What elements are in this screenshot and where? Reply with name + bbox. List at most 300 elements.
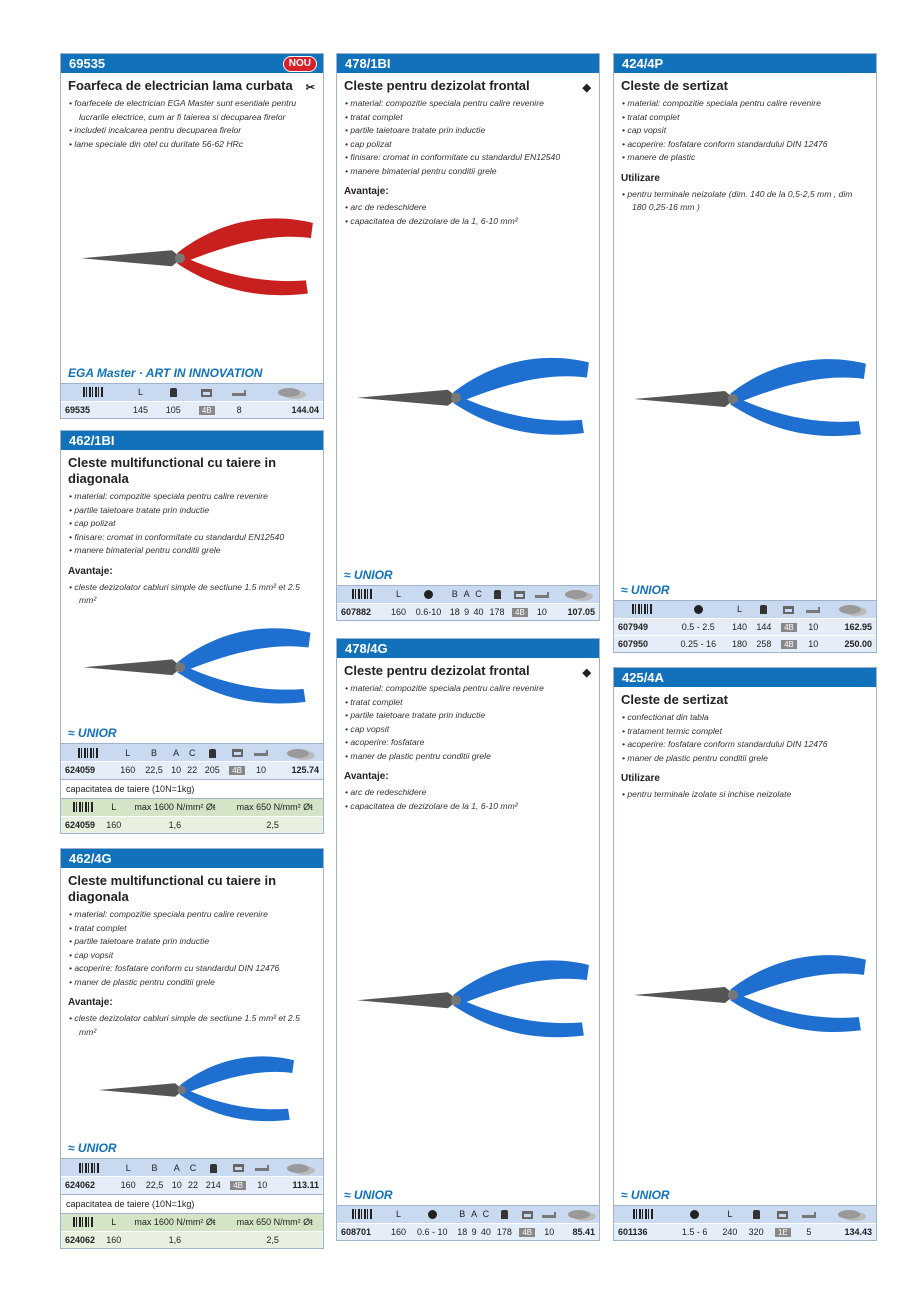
table-cell — [410, 603, 448, 620]
section-list — [614, 788, 876, 802]
table-cell — [776, 618, 802, 635]
product-image — [614, 215, 876, 583]
table-cell — [776, 635, 802, 652]
table-header-row — [61, 1159, 323, 1177]
table-cell — [717, 1223, 743, 1240]
column-header — [672, 1205, 716, 1223]
table-cell — [104, 816, 123, 833]
brand-logo: ≈ UNIOR — [68, 726, 117, 740]
feature-item: • acoperire: fosfatare conform standardului DIN 12476 — [622, 738, 868, 752]
column-header: L — [387, 1205, 409, 1223]
section-list — [61, 581, 323, 608]
cell-value: 144.04 — [291, 404, 319, 415]
table-cell — [124, 401, 157, 418]
cell-value: 608701 — [341, 1226, 372, 1237]
column-header — [272, 744, 323, 762]
barcode-icon — [83, 387, 103, 397]
cutting-capacity-label: capacitatea de taiere (10N=1kg) — [61, 779, 323, 798]
section-list — [61, 1012, 323, 1039]
box-icon — [233, 1164, 244, 1172]
table-cell — [116, 1177, 140, 1194]
product-title — [337, 658, 599, 682]
feature-item: • manere bimaterial pentru conditii grele — [69, 544, 315, 558]
feature-item: • partile taietoare tratate prin inductie — [69, 935, 315, 949]
pack-icon — [254, 750, 268, 756]
product-table — [337, 1205, 599, 1241]
table-cell — [337, 1223, 387, 1240]
barcode-icon — [73, 802, 93, 812]
barcode-icon — [632, 604, 652, 614]
cell-value: 140 — [731, 621, 747, 632]
section-list — [337, 201, 599, 228]
table-cell — [614, 618, 669, 635]
product-image — [61, 608, 323, 727]
barcode-icon — [352, 589, 372, 599]
table-cell — [61, 1231, 104, 1248]
feature-item: • confectionat din tabla — [622, 711, 868, 725]
section-list — [337, 786, 599, 813]
table-cell — [254, 401, 323, 418]
cell-value: 624062 — [65, 1180, 96, 1191]
price-icon — [287, 749, 309, 758]
column-header — [224, 383, 254, 401]
tool-illustration-icon — [614, 802, 876, 1188]
cell-value: 160 — [390, 1226, 407, 1237]
column-header — [410, 585, 448, 603]
table-cell — [486, 603, 508, 620]
feature-item: • material: compozitie speciala pentru calire revenire — [69, 908, 315, 922]
feature-item: • manere de plastic — [622, 151, 868, 165]
cell-value: 624059 — [65, 765, 96, 776]
column-header — [224, 744, 249, 762]
column-header — [225, 1159, 251, 1177]
price-icon — [278, 388, 300, 397]
price-icon — [838, 1210, 860, 1219]
product-code: 462/1BI — [69, 433, 115, 448]
column-header — [539, 1205, 560, 1223]
column-header: C — [471, 585, 486, 603]
table-cell — [61, 762, 116, 779]
table-cell — [614, 635, 669, 652]
table-header-row — [61, 744, 323, 762]
section-item: • arc de redeschidere — [345, 201, 591, 215]
column-header — [274, 1159, 323, 1177]
table-cell — [169, 1177, 185, 1194]
product-code: 425/4A — [622, 670, 664, 685]
table-cell — [140, 762, 168, 779]
brand-logo: ≈ UNIOR — [621, 582, 670, 597]
cell-value: 180 — [731, 638, 747, 649]
feature-item: • material: compozitie speciala pentru calire revenire — [622, 97, 868, 111]
brand-logo: ≈ UNIOR — [68, 1141, 117, 1155]
column-header: C — [185, 1159, 201, 1177]
product-title-text: Cleste de sertizat — [621, 692, 728, 707]
feature-item: • partile taietoare tratate prin inductie — [345, 709, 591, 723]
section-heading: Utilizare — [621, 172, 660, 184]
section-item: • pentru terminale izolate si inchise neizolate — [622, 788, 868, 802]
column-header: A — [168, 744, 184, 762]
weight-icon — [494, 590, 501, 599]
cell-value: 0.5 - 2.5 — [681, 621, 715, 632]
cell-value: 10 — [536, 606, 547, 617]
column-header — [410, 1205, 455, 1223]
cutting-capacity-label: capacitatea de taiere (10N=1kg) — [61, 1194, 323, 1213]
barcode-icon — [78, 748, 98, 758]
product-table — [614, 600, 876, 653]
cell-value: 4B — [781, 640, 797, 649]
product-code-header — [61, 54, 323, 73]
feature-list — [61, 908, 323, 989]
table-row[interactable] — [61, 1177, 323, 1194]
cell-value: 134.43 — [844, 1226, 872, 1237]
cell-value: 624062 — [65, 1234, 96, 1245]
table-cell — [157, 401, 190, 418]
cell-value: 113.11 — [292, 1180, 319, 1191]
weight-icon — [753, 1210, 760, 1219]
feature-list — [337, 97, 599, 178]
table-cell — [387, 1223, 409, 1240]
table-header-row — [614, 1205, 876, 1223]
table-cell — [672, 1223, 716, 1240]
section-item: • capacitatea de dezizolare de la 1, 6-10 mm² — [345, 215, 591, 229]
cell-value: 178 — [489, 606, 505, 617]
table-cell — [769, 1223, 797, 1240]
feature-item: • material: compozitie speciala pentru calire revenire — [69, 490, 315, 504]
feature-item: • tratament termic complet — [622, 725, 868, 739]
box-icon — [514, 591, 525, 599]
section-item: • cleste dezizolator cabluri simple de sectiune 1.5 mm² et 2.5 mm² — [69, 581, 315, 608]
feature-item: • finisare: cromat in conformitate cu standardul EN12540 — [69, 531, 315, 545]
cell-value: 5 — [806, 1226, 812, 1237]
column-header — [532, 585, 553, 603]
table-cell — [825, 635, 876, 652]
column-header: L — [124, 383, 157, 401]
feature-item: • finisare: cromat in conformitate cu standardul EN12540 — [345, 151, 591, 165]
cell-value: 10 — [256, 765, 267, 776]
section-item: • capacitatea de dezizolare de la 1, 6-10 mm² — [345, 800, 591, 814]
feature-item: • tratat complet — [345, 111, 591, 125]
cell-value: 144 — [756, 621, 772, 632]
column-header — [61, 798, 104, 816]
section-heading: Avantaje: — [344, 186, 389, 197]
dia-icon — [424, 590, 433, 599]
table-cell — [185, 1177, 201, 1194]
price-icon — [565, 590, 587, 599]
cell-value: 8 — [236, 404, 242, 415]
cell-value: 160 — [120, 765, 136, 776]
column-header: L — [104, 798, 123, 816]
product-title — [614, 73, 876, 97]
cell-value: 160 — [120, 1180, 136, 1191]
column-header — [669, 600, 727, 618]
cell-value: 4B — [781, 623, 797, 632]
tool-symbol-icon: ◆ — [582, 82, 591, 94]
product-code: 69535 — [69, 56, 106, 71]
table-header-row — [337, 1205, 599, 1223]
cell-value: 10 — [808, 621, 819, 632]
column-header: B — [140, 1159, 168, 1177]
table-cell — [802, 635, 825, 652]
product-code: 478/4G — [345, 641, 388, 656]
product-card — [60, 430, 324, 834]
cell-value: 607882 — [341, 606, 372, 617]
table-cell — [224, 401, 254, 418]
table-cell — [116, 762, 140, 779]
cell-value: 250.00 — [844, 638, 872, 649]
column-header: A — [470, 1205, 479, 1223]
column-header: L — [387, 585, 409, 603]
product-image — [614, 802, 876, 1188]
column-header — [769, 1205, 797, 1223]
column-header — [821, 1205, 876, 1223]
feature-item: • cap vopsit — [69, 949, 315, 963]
product-image — [337, 228, 599, 568]
table-row[interactable] — [61, 401, 323, 418]
column-header: A — [169, 1159, 185, 1177]
cell-value: 18 — [449, 606, 460, 617]
feature-item: • cap polizat — [345, 138, 591, 152]
column-header — [61, 383, 124, 401]
column-header — [516, 1205, 539, 1223]
cell-value: 4B — [512, 608, 528, 617]
table-cell — [61, 1177, 116, 1194]
table-cell — [123, 1231, 226, 1248]
product-title-text: Cleste pentru dezizolat frontal — [344, 78, 530, 93]
column-header: C — [479, 1205, 494, 1223]
product-code-header — [61, 849, 323, 868]
cell-value: 40 — [480, 1226, 491, 1237]
feature-item: • maner de plastic pentru conditii grele — [345, 750, 591, 764]
section-heading: Avantaje: — [68, 565, 113, 577]
table-cell — [479, 1223, 494, 1240]
cell-value: 160 — [390, 606, 407, 617]
table-row[interactable] — [614, 618, 876, 635]
table-cell — [825, 618, 876, 635]
table-header-row — [61, 383, 323, 401]
table-cell — [752, 618, 776, 635]
feature-item: • cap polizat — [69, 517, 315, 531]
column-header — [254, 383, 323, 401]
column-header: B — [447, 585, 462, 603]
column-header — [825, 600, 876, 618]
table-cell — [226, 1231, 323, 1248]
column-header — [486, 585, 508, 603]
feature-item: • cap vopsit — [622, 124, 868, 138]
section-list — [614, 188, 876, 215]
weight-icon — [209, 749, 216, 758]
feature-list — [614, 97, 876, 165]
column-header — [157, 383, 190, 401]
feature-item: • maner de plastic pentru conditii grele — [69, 976, 315, 990]
cell-value: 601136 — [618, 1226, 648, 1237]
barcode-icon — [73, 1217, 93, 1227]
tool-illustration-icon — [61, 1039, 323, 1141]
table-header-row — [614, 600, 876, 618]
column-header — [493, 1205, 515, 1223]
product-title-text: Cleste pentru dezizolat frontal — [344, 663, 530, 678]
product-image — [61, 1039, 323, 1141]
pack-icon — [802, 1212, 816, 1218]
column-header: B — [455, 1205, 470, 1223]
table-row[interactable] — [614, 635, 876, 652]
section-item: • pentru terminale neizolate (dim. 140 de la 0,5-2,5 mm , dim 180 0,25-16 mm ) — [622, 188, 868, 215]
table-cell — [552, 603, 599, 620]
cell-value: 4B — [229, 766, 245, 775]
cell-value: 607950 — [618, 638, 649, 649]
brand-logo: EGA Master · ART IN INNOVATION — [68, 365, 263, 380]
table-row[interactable] — [61, 816, 323, 833]
product-table — [61, 383, 323, 419]
product-title-text: Foarfeca de electrician lama curbata — [68, 78, 293, 93]
pack-icon — [255, 1165, 269, 1171]
cell-value: 10 — [544, 1226, 555, 1237]
cell-value: 2,5 — [266, 1234, 279, 1245]
table-cell — [224, 762, 249, 779]
feature-item: • includeti incalcarea pentru decuparea firelor — [69, 124, 315, 138]
weight-icon — [501, 1210, 508, 1219]
section-item: • arc de redeschidere — [345, 786, 591, 800]
table-cell — [727, 635, 751, 652]
feature-item: • tratat complet — [345, 696, 591, 710]
feature-item: • maner de plastic pentru conditii grele — [622, 752, 868, 766]
table-cell — [797, 1223, 821, 1240]
column-header — [802, 600, 825, 618]
table-cell — [821, 1223, 876, 1240]
table-cell — [250, 762, 273, 779]
pack-icon — [542, 1212, 556, 1218]
table-cell — [508, 603, 531, 620]
product-card — [60, 848, 324, 1249]
table-cell — [516, 1223, 539, 1240]
table-row[interactable] — [337, 603, 599, 620]
table-row[interactable] — [61, 1231, 323, 1248]
tool-illustration-icon — [61, 608, 323, 727]
cell-value: 4B — [230, 1181, 246, 1190]
table-cell — [802, 618, 825, 635]
tool-illustration-icon — [337, 813, 599, 1188]
column-header: L — [104, 1213, 123, 1231]
column-header: A — [462, 585, 471, 603]
table-cell — [272, 762, 323, 779]
cell-value: 22,5 — [145, 765, 163, 776]
cell-value: 4B — [519, 1228, 535, 1237]
cell-value: 1,6 — [168, 819, 182, 830]
product-table — [614, 1205, 876, 1241]
table-cell — [140, 1177, 168, 1194]
column-header — [743, 1205, 769, 1223]
product-code-header — [61, 431, 323, 450]
product-image — [61, 151, 323, 366]
pack-icon — [806, 607, 820, 613]
feature-item: • material: compozitie speciala pentru calire revenire — [345, 682, 591, 696]
column-header — [614, 1205, 672, 1223]
cutting-capacity-table — [61, 798, 323, 834]
product-code-header — [337, 54, 599, 73]
column-header — [337, 1205, 387, 1223]
section-item: • cleste dezizolator cabluri simple de sectiune 1.5 mm² et 2.5 mm² — [69, 1012, 315, 1039]
column-header: L — [717, 1205, 743, 1223]
barcode-icon — [79, 1163, 99, 1173]
table-header-row — [337, 585, 599, 603]
table-cell — [447, 603, 462, 620]
cell-value: 69535 — [65, 404, 91, 415]
column-header — [201, 1159, 225, 1177]
table-row[interactable] — [614, 1223, 876, 1240]
cell-value: 624059 — [65, 819, 96, 830]
table-row[interactable] — [337, 1223, 599, 1240]
cutting-capacity-table — [61, 1213, 323, 1249]
cell-value: 320 — [748, 1226, 764, 1237]
column-header: max 1600 N/mm² Øŧ — [123, 798, 226, 816]
product-title — [61, 73, 323, 97]
box-icon — [783, 606, 794, 614]
cell-value: 10 — [808, 638, 819, 649]
product-card — [60, 53, 324, 419]
product-table — [61, 743, 323, 779]
product-table — [61, 1158, 323, 1194]
table-cell — [669, 618, 727, 635]
cell-value: 1E — [775, 1228, 791, 1237]
cell-value: 22 — [187, 1180, 198, 1191]
table-cell — [225, 1177, 251, 1194]
table-cell — [669, 635, 727, 652]
cell-value: 125.74 — [291, 765, 319, 776]
cell-value: 18 — [457, 1226, 468, 1237]
column-header — [752, 600, 776, 618]
table-row[interactable] — [61, 762, 323, 779]
column-header — [797, 1205, 821, 1223]
table-cell — [743, 1223, 769, 1240]
section-heading: Avantaje: — [344, 771, 389, 782]
column-header — [190, 383, 224, 401]
box-icon — [232, 749, 243, 757]
box-icon — [201, 389, 212, 397]
table-cell — [532, 603, 553, 620]
feature-item: • partile taietoare tratate prin inductie — [69, 504, 315, 518]
table-cell — [251, 1177, 274, 1194]
box-icon — [522, 1211, 533, 1219]
feature-item: • foarfecele de electrician EGA Master sunt esentiale pentru lucrarile electrice, cum ar fi taierea si decuparea firelor — [69, 97, 315, 124]
column-header: max 650 N/mm² Øŧ — [226, 798, 323, 816]
cell-value: 162.95 — [844, 621, 872, 632]
feature-item: • tratat complet — [69, 922, 315, 936]
tool-illustration-icon — [337, 228, 599, 568]
cell-value: 160 — [106, 1234, 122, 1245]
product-title — [61, 450, 323, 490]
table-cell — [410, 1223, 455, 1240]
pack-icon — [535, 592, 549, 598]
cell-value: 4B — [199, 406, 215, 415]
table-header-row — [61, 798, 323, 816]
feature-list — [614, 711, 876, 765]
feature-item: • cap vopsit — [345, 723, 591, 737]
column-header — [508, 585, 531, 603]
brand-logo: ≈ UNIOR — [621, 1187, 670, 1202]
brand-logo: ≈ UNIOR — [344, 1187, 393, 1202]
table-cell — [387, 603, 409, 620]
cell-value: 105 — [165, 404, 181, 415]
column-header: C — [184, 744, 200, 762]
product-card — [336, 638, 600, 1241]
cell-value: 240 — [722, 1226, 738, 1237]
table-header-row — [61, 1213, 323, 1231]
product-title-text: Cleste multifunctional cu taiere in diagonala — [68, 455, 277, 486]
product-code-header — [337, 639, 599, 658]
dia-icon — [690, 1210, 699, 1219]
table-cell — [226, 816, 323, 833]
table-cell — [123, 816, 226, 833]
feature-item: • tratat complet — [622, 111, 868, 125]
